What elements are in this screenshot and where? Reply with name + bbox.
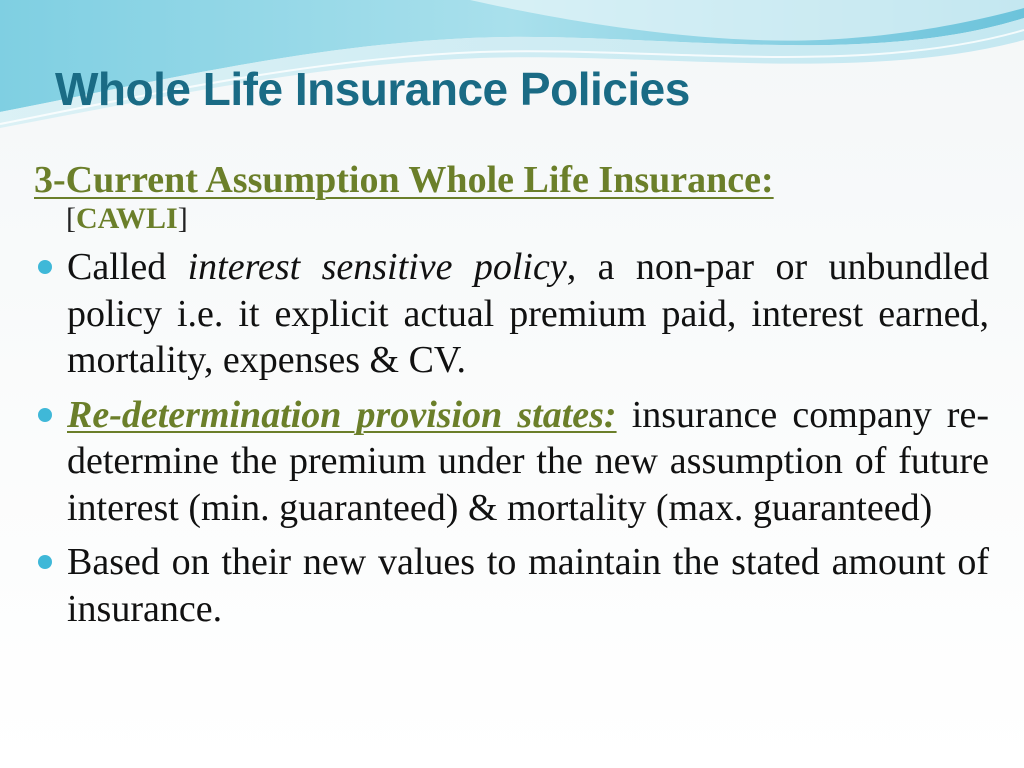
bullet-italic-term: interest sensitive policy — [187, 246, 567, 288]
bullet-item — [34, 244, 989, 384]
bullet-dot-icon — [38, 408, 52, 422]
bullet-text: insurance company re-determine the premium under the new assumption of future interest (min. guaranteed) & mortality (max. guaranteed) — [67, 393, 989, 529]
abbreviation-open-bracket: [ — [66, 202, 76, 235]
abbreviation-line — [66, 202, 989, 236]
slide-title: Whole Life Insurance Policies — [55, 63, 690, 115]
bullet-highlight-term: Re-determination provision states: — [67, 393, 617, 436]
slide-content — [34, 158, 989, 640]
bullet-dot-icon — [38, 260, 52, 274]
bullet-text: , a non-par or unbundled policy i.e. it explicit actual premium paid, interest earned, mortality, expenses & CV. — [67, 246, 989, 381]
bullet-item — [34, 539, 989, 632]
bullet-item — [34, 392, 989, 532]
bullet-text: Based on their new values to maintain the stated amount of insurance. — [67, 541, 989, 630]
bullet-prefix: Called — [67, 246, 188, 288]
bullet-list — [34, 244, 989, 632]
section-heading: 3-Current Assumption Whole Life Insurance: — [34, 159, 774, 201]
abbreviation-text: CAWLI — [76, 202, 178, 235]
bullet-dot-icon — [38, 555, 52, 569]
abbreviation-close-bracket: ] — [177, 202, 188, 235]
